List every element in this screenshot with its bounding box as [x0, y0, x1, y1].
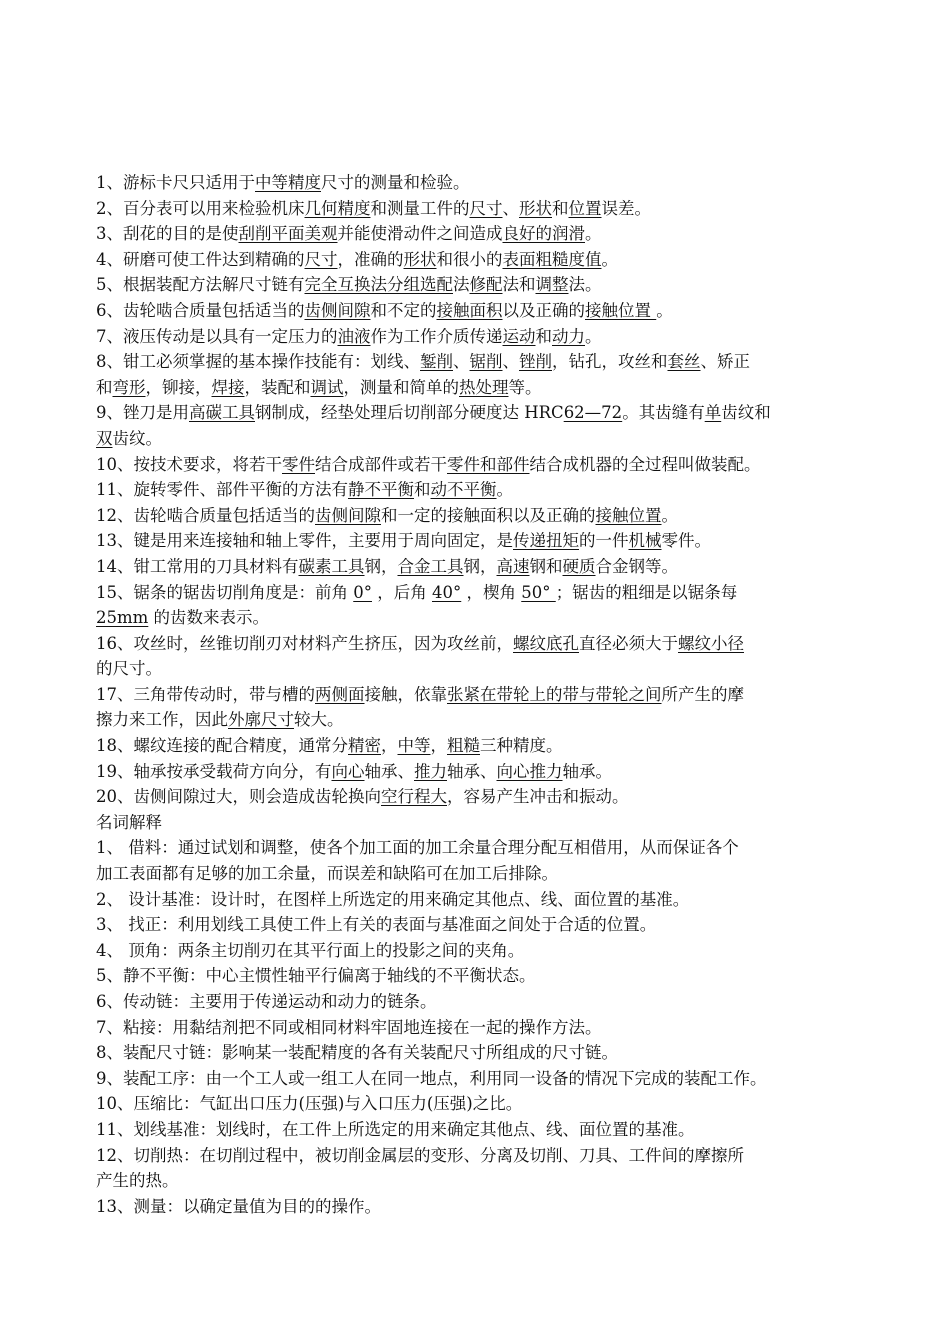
underlined-answer: 两侧面 — [315, 684, 365, 704]
underlined-answer: 齿侧间隙 — [304, 300, 371, 320]
text-line — [96, 170, 890, 196]
text-segment: ，容易产生冲击和振动。 — [447, 787, 629, 807]
text-segment: 6、齿轮啮合质量包括适当的 — [96, 300, 305, 320]
text-segment: 钢， — [463, 556, 497, 576]
underlined-answer: 单 — [704, 403, 722, 423]
text-line — [96, 938, 890, 964]
text-segment: ，准确的 — [337, 249, 404, 269]
text-segment: 。 — [585, 224, 602, 244]
text-segment: ，铆接， — [145, 377, 212, 397]
text-segment: 7、粘接：用黏结剂把不同或相同材料牢固地连接在一起的操作方法。 — [96, 1017, 602, 1037]
underlined-answer: 锉削 — [519, 352, 552, 372]
text-segment: 尺寸的测量和检验。 — [321, 173, 470, 192]
text-segment: 和 — [535, 326, 552, 346]
text-segment: 7、液压传动是以具有一定压力的 — [96, 326, 338, 346]
text-segment: 轴承、 — [364, 761, 414, 781]
text-segment: 4、研磨可使工件达到精确的 — [96, 249, 305, 269]
underlined-answer: 良好的润滑 — [502, 224, 585, 244]
text-segment: 擦力来工作，因此 — [96, 710, 228, 730]
underlined-answer: 硬质 — [562, 556, 596, 576]
underlined-answer: 向心 — [331, 761, 365, 781]
text-segment: 法和 — [502, 275, 536, 295]
text-segment: 和 — [96, 377, 113, 397]
text-segment: 。 — [661, 505, 678, 525]
underlined-answer: 接触位置 — [585, 300, 657, 320]
underlined-answer: 0° — [353, 582, 372, 602]
text-line — [96, 1040, 890, 1066]
text-segment: 12、切削热：在切削过程中，被切削金属层的变形、分离及切削、刀具、工件间的摩擦所 — [96, 1145, 744, 1165]
underlined-answer: 高碳工具 — [189, 403, 255, 423]
underlined-answer: 40° — [432, 582, 462, 602]
text-line — [96, 989, 890, 1015]
text-segment: 8、装配尺寸链：影响某一装配精度的各有关装配尺寸所组成的尺寸链。 — [96, 1043, 618, 1063]
underlined-answer: 外廓尺寸 — [228, 710, 294, 730]
underlined-answer: 合金工具 — [397, 556, 464, 576]
underlined-answer: 精密 — [348, 736, 381, 756]
text-segment: 和 — [552, 198, 569, 218]
text-line — [96, 631, 890, 657]
underlined-answer: 接触位置 — [595, 505, 662, 525]
underlined-answer: 中等 — [397, 736, 431, 756]
text-segment: 的一件 — [579, 531, 629, 551]
text-segment: 钢制成，经垫处理后切削部分硬度达 HRC — [255, 403, 564, 423]
underlined-answer: 零件 — [282, 454, 315, 474]
underlined-answer: 尺寸 — [469, 198, 503, 218]
text-segment: 齿纹和 — [721, 403, 771, 423]
text-line — [96, 1194, 890, 1220]
underlined-answer: 齿侧间隙 — [315, 505, 381, 525]
text-segment: 轴承。 — [562, 761, 612, 781]
text-line — [96, 784, 890, 810]
text-line — [96, 580, 890, 606]
text-line — [96, 1168, 890, 1194]
underlined-answer: 张紧在带轮上的带与带轮之间 — [447, 684, 662, 704]
text-segment: 9、锉刀是用 — [96, 403, 189, 423]
text-segment: 结合成机器的全过程叫做装配。 — [529, 454, 761, 474]
text-line — [96, 528, 890, 554]
underlined-answer: 接触面积 — [436, 300, 503, 320]
text-segment: 法 — [453, 275, 470, 295]
text-segment: ；锯齿的粗细是以锯条每 — [555, 582, 738, 602]
underlined-answer: 油液 — [337, 326, 371, 346]
underlined-answer: 碳素工具 — [298, 556, 365, 576]
text-segment: 直径必须大于 — [579, 633, 678, 653]
text-segment: 17、三角带传动时，带与槽的 — [96, 684, 315, 704]
underlined-answer: 静不平衡 — [348, 480, 414, 500]
underlined-answer: 中等精度 — [255, 173, 321, 192]
text-segment: 4、 顶角：两条主切削刃在其平行面上的投影之间的夹角。 — [96, 940, 525, 960]
text-segment: 18、螺纹连接的配合精度，通常分 — [96, 736, 348, 756]
underlined-answer: 零件和部件 — [447, 454, 530, 474]
text-line — [96, 426, 890, 452]
text-line — [96, 707, 890, 733]
underlined-answer: 位置 — [568, 198, 602, 218]
underlined-answer: 调试 — [310, 377, 344, 397]
text-segment: 合金钢等。 — [595, 556, 678, 576]
underlined-answer: 刮削平面美观 — [238, 224, 338, 244]
text-segment: 零件。 — [661, 531, 711, 551]
underlined-answer: 50° — [521, 582, 556, 602]
text-line — [96, 554, 890, 580]
text-segment: 8、钳工必须掌握的基本操作技能有：划线、 — [96, 352, 420, 372]
text-segment: 。 — [656, 300, 673, 320]
text-segment: ，楔角 — [461, 582, 522, 602]
text-segment: 和测量工件的 — [370, 198, 470, 218]
text-segment: 5、静不平衡：中心主惯性轴平行偏离于轴线的不平衡状态。 — [96, 966, 536, 986]
text-line — [96, 1015, 890, 1041]
underlined-answer: 表面粗糙度值 — [502, 249, 602, 269]
document-body — [96, 170, 890, 1219]
text-segment: 名词解释 — [96, 812, 162, 832]
text-segment: 、 — [502, 198, 519, 218]
text-segment: 的尺寸。 — [96, 659, 162, 679]
text-line — [96, 759, 890, 785]
text-segment: 并能使滑动件之间造成 — [337, 224, 503, 244]
underlined-answer: 弯形 — [112, 377, 146, 397]
underlined-answer: 62—72 — [563, 403, 623, 423]
underlined-answer: 形状 — [519, 198, 552, 218]
text-segment: 产生的热。 — [96, 1171, 179, 1191]
text-segment: 10、压缩比：气缸出口压力(压强)与入口压力(压强)之比。 — [96, 1094, 523, 1114]
text-segment: 1、游标卡尺只适用于 — [96, 173, 255, 192]
underlined-answer: 传递扭矩 — [513, 531, 579, 551]
text-line — [96, 1091, 890, 1117]
text-segment: 3、刮花的目的是使 — [96, 224, 239, 244]
underlined-answer: 空行程大 — [381, 787, 447, 807]
text-segment: 所产生的摩 — [661, 684, 744, 704]
text-segment: 16、攻丝时，丝锥切削刃对材料产生挤压，因为攻丝前， — [96, 633, 513, 653]
text-segment: ，测量和简单的 — [343, 377, 459, 397]
text-segment: 3、 找正：利用划线工具使工件上有关的表面与基准面之间处于合适的位置。 — [96, 915, 657, 935]
text-segment: 11、划线基准：划线时，在工件上所选定的用来确定其他点、线、面位置的基准。 — [96, 1119, 695, 1139]
text-segment: 、 — [453, 352, 470, 372]
underlined-answer: 热处理 — [459, 377, 509, 397]
underlined-answer: 修配 — [469, 275, 503, 295]
underlined-answer: 焊接 — [211, 377, 245, 397]
text-segment: 12、齿轮啮合质量包括适当的 — [96, 505, 315, 525]
text-segment: 较大。 — [294, 710, 344, 730]
text-line — [96, 324, 890, 350]
text-line — [96, 247, 890, 273]
underlined-answer: 完全互换法 — [304, 275, 387, 295]
text-line — [96, 656, 890, 682]
text-line — [96, 1143, 890, 1169]
underlined-answer: 运动 — [502, 326, 536, 346]
underlined-answer: 螺纹小径 — [678, 633, 744, 653]
underlined-answer: 调整 — [535, 275, 569, 295]
text-segment: 和 — [414, 480, 431, 500]
text-segment: 。 — [585, 326, 602, 346]
text-line — [96, 861, 890, 887]
text-line — [96, 605, 890, 631]
text-segment: ， — [381, 736, 398, 756]
text-segment: 2、百分表可以用来检验机床 — [96, 198, 305, 218]
text-segment: 10、按技术要求，将若干 — [96, 454, 282, 474]
text-segment: 以及正确的 — [502, 300, 585, 320]
underlined-answer: 几何精度 — [304, 198, 371, 218]
text-segment: 接触，依靠 — [364, 684, 447, 704]
underlined-answer: 形状 — [403, 249, 437, 269]
text-segment: 14、钳工常用的刀具材料有 — [96, 556, 299, 576]
underlined-answer: 推力 — [414, 761, 447, 781]
text-line — [96, 298, 890, 324]
text-segment: ，钻孔，攻丝和 — [552, 352, 668, 372]
text-segment: 、 — [502, 352, 519, 372]
text-segment: 等。 — [508, 377, 542, 397]
text-segment: 15、锯条的锯齿切削角度是：前角 — [96, 582, 354, 602]
text-segment: 加工表面都有足够的加工余量，而误差和缺陷可在加工后排除。 — [96, 864, 558, 884]
text-line — [96, 221, 890, 247]
text-segment: 误差。 — [601, 198, 651, 218]
text-segment: 。 — [601, 249, 618, 269]
text-segment: 。其齿缝有 — [622, 403, 705, 423]
text-segment: 齿纹。 — [112, 428, 162, 448]
text-segment: 19、轴承按承受载荷方向分，有 — [96, 761, 332, 781]
text-segment: 5、根据装配方法解尺寸链有 — [96, 275, 305, 295]
underlined-answer: 分组选配 — [387, 275, 453, 295]
underlined-answer: 粗糙 — [447, 736, 480, 756]
text-segment: 和一定的接触面积以及正确的 — [381, 505, 596, 525]
text-line — [96, 835, 890, 861]
text-line — [96, 503, 890, 529]
text-segment: 13、测量：以确定量值为目的的操作。 — [96, 1196, 381, 1216]
underlined-answer: 25mm — [96, 608, 149, 628]
underlined-answer: 錾削 — [420, 352, 453, 372]
text-line — [96, 912, 890, 938]
text-line — [96, 963, 890, 989]
text-segment: 钢和 — [529, 556, 563, 576]
text-segment: 、矫正 — [700, 352, 750, 372]
underlined-answer: 动不平衡 — [430, 480, 497, 500]
text-segment: ， — [430, 736, 447, 756]
text-segment: 13、键是用来连接轴和轴上零件，主要用于周向固定，是 — [96, 531, 513, 551]
text-line — [96, 1117, 890, 1143]
underlined-answer: 双 — [96, 428, 113, 448]
text-line — [96, 887, 890, 913]
text-segment: ，装配和 — [244, 377, 311, 397]
underlined-answer: 机械 — [628, 531, 662, 551]
text-segment: 法。 — [568, 275, 602, 295]
text-segment: 轴承、 — [447, 761, 497, 781]
text-segment: 2、 设计基准：设计时，在图样上所选定的用来确定其他点、线、面位置的基准。 — [96, 889, 690, 909]
text-segment: 三种精度。 — [480, 736, 563, 756]
text-line — [96, 272, 890, 298]
underlined-answer: 高速 — [496, 556, 530, 576]
text-segment: 1、 借料：通过试划和调整，使各个加工面的加工余量合理分配互相借用，从而保证各个 — [96, 838, 739, 858]
text-segment: 。 — [496, 480, 513, 500]
text-segment: 11、旋转零件、部件平衡的方法有 — [96, 480, 348, 500]
text-segment: 9、装配工序：由一个工人或一组工人在同一地点，利用同一设备的情况下完成的装配工作。 — [96, 1068, 767, 1088]
text-line — [96, 375, 890, 401]
text-segment: 的齿数来表示。 — [148, 608, 270, 628]
text-segment: 钢， — [364, 556, 398, 576]
text-segment: 20、齿侧间隙过大，则会造成齿轮换向 — [96, 787, 381, 807]
text-line — [96, 810, 890, 836]
text-line — [96, 733, 890, 759]
text-line — [96, 477, 890, 503]
text-line — [96, 400, 890, 426]
text-line — [96, 196, 890, 222]
underlined-answer: 锯削 — [469, 352, 503, 372]
text-segment: 和很小的 — [436, 249, 503, 269]
text-segment: 和不定的 — [370, 300, 437, 320]
underlined-answer: 动力 — [552, 326, 585, 346]
text-line — [96, 349, 890, 375]
underlined-answer: 螺纹底孔 — [513, 633, 579, 653]
text-line — [96, 682, 890, 708]
text-line — [96, 1066, 890, 1092]
text-segment: 作为工作介质传递 — [370, 326, 503, 346]
text-segment: 6、传动链：主要用于传递运动和动力的链条。 — [96, 992, 437, 1011]
underlined-answer: 尺寸 — [304, 249, 338, 269]
text-segment: ，后角 — [372, 582, 432, 602]
text-segment: 结合成部件或若干 — [315, 454, 447, 474]
text-line — [96, 452, 890, 478]
underlined-answer: 向心推力 — [496, 761, 563, 781]
underlined-answer: 套丝 — [667, 352, 701, 372]
